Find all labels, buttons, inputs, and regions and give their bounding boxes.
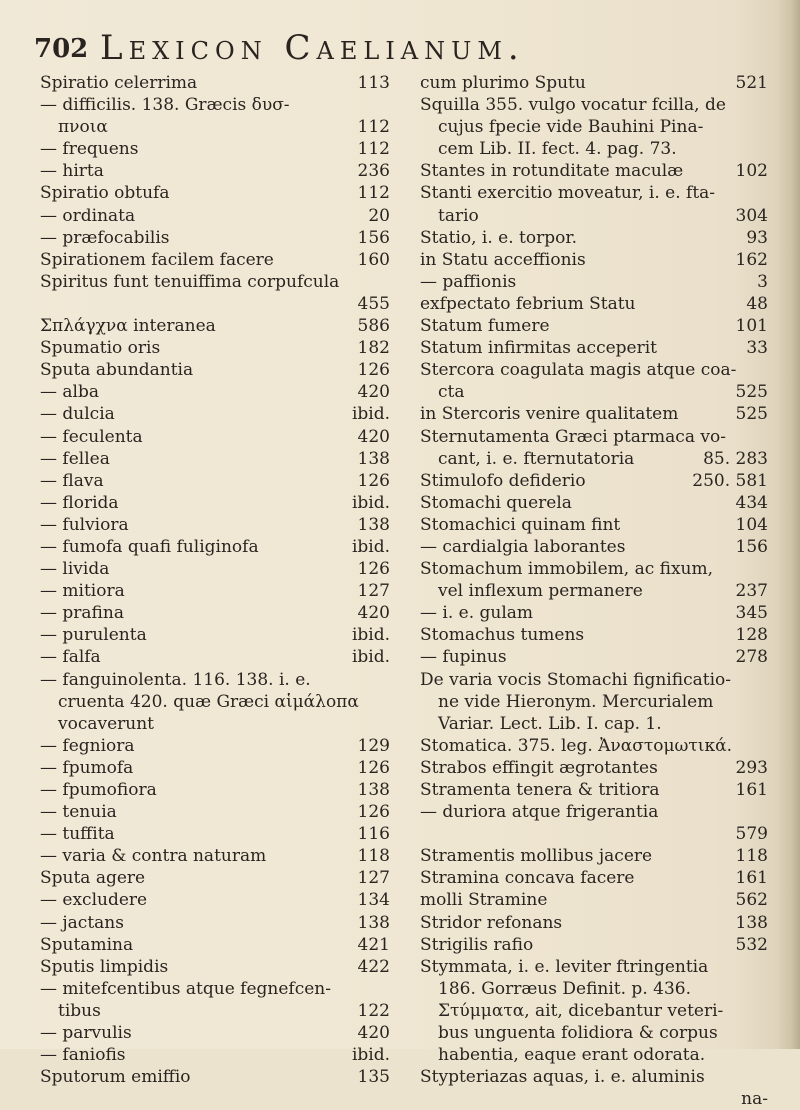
index-entry <box>40 160 390 182</box>
index-entry-text: — florida <box>40 492 119 513</box>
index-entry-text: Stypteriazas aquas, i. e. aluminis <box>420 1067 705 1088</box>
index-entry-page-ref: 250. 581 <box>692 470 768 491</box>
index-entry-text: — feculenta <box>40 426 143 447</box>
index-entry-text: Στύμματα, ait, dicebantur veteri- <box>438 1000 724 1021</box>
index-entry <box>40 514 390 536</box>
index-entry-text: — fpumofa <box>40 757 134 778</box>
index-entry <box>420 823 768 845</box>
index-entry-text: — præfocabilis <box>40 227 170 248</box>
index-entry-text: Sputa abundantia <box>40 360 194 381</box>
index-entry-text: Strigilis rafio <box>420 934 534 955</box>
index-entry-text: — faniofis <box>40 1045 126 1066</box>
index-entry-text: — purulenta <box>40 625 147 646</box>
index-entry-text: — prafina <box>40 603 124 624</box>
index-entry-text: vocaverunt <box>58 713 155 734</box>
index-entry <box>420 337 768 359</box>
index-entry-page-ref: 162 <box>735 249 768 270</box>
index-entry-page-ref: 138 <box>357 448 390 469</box>
index-entry <box>40 669 390 691</box>
index-entry-text: — alba <box>40 382 99 403</box>
index-entry-page-ref: ibid. <box>351 1045 390 1066</box>
index-entry-page-ref: 138 <box>357 780 390 800</box>
index-entry-text: tario <box>438 205 479 226</box>
index-entry-text: De varia vocis Stomachi fignificatio- <box>420 669 731 690</box>
page-header <box>0 22 800 66</box>
index-entry-page-ref: 128 <box>735 625 768 646</box>
index-entry-text: Spiratio celerrima <box>40 73 198 93</box>
index-entry <box>420 94 768 116</box>
index-entry <box>40 978 390 1000</box>
index-entry-page-ref: ibid. <box>351 536 390 557</box>
index-entry <box>40 337 390 359</box>
index-entry-text: — fellea <box>40 448 110 469</box>
index-entry <box>40 602 390 624</box>
index-entry-page-ref: 112 <box>357 139 390 160</box>
page-number: 702 <box>34 34 89 64</box>
index-entry <box>420 691 768 713</box>
index-entry-page-ref: 156 <box>735 536 768 557</box>
index-entry <box>420 426 768 448</box>
index-entry <box>420 602 768 624</box>
index-entry-text: — fegniora <box>40 735 135 756</box>
index-entry <box>40 205 390 227</box>
index-entry-page-ref: 455 <box>357 293 390 314</box>
index-entry-text: cruenta 420. quæ Græci αἱμάλοπα <box>58 691 359 712</box>
index-entry <box>420 801 768 823</box>
index-entry-page-ref: 112 <box>357 183 390 204</box>
index-entry <box>40 72 390 94</box>
index-entry-text: in Statu acceffionis <box>420 249 586 270</box>
index-entry-page-ref: 102 <box>735 161 768 182</box>
index-entry-text: — flava <box>40 470 104 491</box>
index-entry-page-ref: ibid. <box>351 647 390 668</box>
index-entry-text: — i. e. gulam <box>420 603 534 624</box>
index-entry-text: Stantes in rotunditate maculæ <box>420 161 684 182</box>
index-entry-text: — excludere <box>40 890 148 911</box>
index-entry-text: — fumofa quafi fuliginofa <box>40 536 259 557</box>
index-entry-text: habentia, eaque erant odorata. <box>438 1045 706 1066</box>
index-entry <box>420 271 768 293</box>
index-entry <box>420 315 768 337</box>
index-entry <box>40 492 390 514</box>
index-entry-text: — tuffita <box>40 824 115 845</box>
index-entry <box>420 735 768 757</box>
index-entry <box>420 72 768 94</box>
index-entry-text: molli Stramine <box>420 890 548 911</box>
index-entry <box>40 116 390 138</box>
index-entry-text: Stramina concava facere <box>420 868 635 889</box>
index-entry-page-ref: 122 <box>357 1000 390 1021</box>
index-entry-text: Stomachus tumens <box>420 625 585 646</box>
index-entry-page-ref: 422 <box>357 956 390 977</box>
index-entry-text: 186. Gorræus Definit. p. 436. <box>438 978 691 999</box>
index-entry-page-ref: 127 <box>357 581 390 602</box>
index-entry <box>420 558 768 580</box>
index-entry-text: — fulviora <box>40 514 129 535</box>
index-entry <box>40 912 390 934</box>
index-entry <box>40 801 390 823</box>
index-entry <box>40 757 390 779</box>
index-entry <box>40 448 390 470</box>
index-entry <box>420 646 768 668</box>
index-entry-text: — ordinata <box>40 205 136 226</box>
index-entry-text: Spirationem facilem facere <box>40 249 274 270</box>
index-entry <box>40 315 390 337</box>
index-entry-text: cujus fpecie vide Bauhini Pina- <box>438 117 704 138</box>
index-entry-page-ref: 118 <box>357 846 390 867</box>
index-entry-page-ref: ibid. <box>351 404 390 425</box>
index-entry <box>40 646 390 668</box>
index-entry-text: Stomatica. 375. leg. Ἀναστομωτικά. <box>420 735 732 756</box>
index-entry <box>40 426 390 448</box>
index-entry-page-ref: 134 <box>357 890 390 911</box>
index-entry-text: — dulcia <box>40 404 115 425</box>
index-entry-page-ref: 345 <box>735 603 768 624</box>
index-entry <box>40 94 390 116</box>
index-entry <box>420 116 768 138</box>
index-entry-text: Stymmata, i. e. leviter ftringentia <box>420 956 709 977</box>
index-entry-page-ref: 20 <box>368 205 390 226</box>
index-entry-text: Strabos effingit ægrotantes <box>420 757 658 778</box>
index-entry-page-ref: 48 <box>746 293 768 314</box>
index-entry-text: cem Lib. II. fect. 4. pag. 73. <box>438 139 677 160</box>
index-entry-text: Statio, i. e. torpor. <box>420 227 578 248</box>
index-entry-text: tibus <box>58 1000 101 1021</box>
index-entry-text: exfpectato febrium Statu <box>420 293 636 314</box>
index-entry-text: — mitiora <box>40 581 125 602</box>
index-entry-page-ref: 126 <box>357 559 390 580</box>
index-entry <box>40 359 390 381</box>
index-entry-page-ref: 93 <box>746 227 768 248</box>
index-entry <box>420 1022 768 1044</box>
index-entry-page-ref: 118 <box>735 846 768 867</box>
index-entry-text: — falfa <box>40 647 101 668</box>
index-entry-text: — cardialgia laborantes <box>420 536 626 557</box>
index-entry <box>420 779 768 801</box>
index-entry <box>40 182 390 204</box>
index-entry-page-ref: 434 <box>735 492 768 513</box>
index-entry-text: Statum fumere <box>420 316 550 337</box>
index-entry-text: — fpumofiora <box>40 780 157 800</box>
index-entry-text: Stomachici quinam fint <box>420 514 621 535</box>
index-entry-page-ref: 420 <box>357 603 390 624</box>
index-entry-page-ref: 420 <box>357 1023 390 1044</box>
index-entry-text: Σπλάγχνα interanea <box>40 316 216 337</box>
index-entry <box>420 138 768 160</box>
index-entry-page-ref: 138 <box>357 912 390 933</box>
index-entry <box>40 889 390 911</box>
index-entry <box>40 1022 390 1044</box>
index-entry-text: — fupinus <box>420 647 507 668</box>
index-entry <box>40 934 390 956</box>
index-entry-text: — varia & contra naturam <box>40 846 267 867</box>
index-entry-page-ref: 129 <box>357 735 390 756</box>
index-entry <box>420 536 768 558</box>
index-entry <box>420 492 768 514</box>
index-entry <box>420 934 768 956</box>
index-entry-text: bus unguenta folidiora & corpus <box>438 1023 718 1044</box>
index-entry-text: Variar. Lect. Lib. I. cap. 1. <box>438 713 662 734</box>
index-entry <box>40 624 390 646</box>
index-entry <box>40 1000 390 1022</box>
index-entry <box>420 889 768 911</box>
index-entry-text: — livida <box>40 559 110 580</box>
index-entry <box>40 1044 390 1066</box>
index-entry-text: — parvulis <box>40 1023 132 1044</box>
index-entry <box>40 823 390 845</box>
index-entry-text: Stomachi querela <box>420 492 572 513</box>
index-entry-text: Stercora coagulata magis atque coa- <box>420 360 737 381</box>
index-entry <box>40 867 390 889</box>
index-entry-page-ref: 126 <box>357 757 390 778</box>
index-entry-text: — difficilis. 138. Græcis δυσ- <box>40 95 290 116</box>
index-entry <box>40 271 390 293</box>
index-entry-page-ref: 104 <box>735 514 768 535</box>
index-entry <box>40 558 390 580</box>
index-entry-text: Sputamina <box>40 934 134 955</box>
index-entry-page-ref: na- <box>741 1089 768 1110</box>
index-entry <box>420 757 768 779</box>
page-edge-shadow <box>778 0 800 1049</box>
index-column-right <box>420 72 768 1110</box>
index-entry-page-ref: 135 <box>357 1067 390 1088</box>
index-entry-text: Sputis limpidis <box>40 956 169 977</box>
index-entry <box>40 580 390 602</box>
index-entry-text: in Stercoris venire qualitatem <box>420 404 679 425</box>
index-entry <box>420 160 768 182</box>
index-entry-page-ref: 521 <box>735 73 768 93</box>
index-entry <box>420 359 768 381</box>
index-entry-text: Stridor refonans <box>420 912 563 933</box>
index-entry <box>40 470 390 492</box>
index-entry <box>40 536 390 558</box>
index-entry-text: — frequens <box>40 139 139 160</box>
index-entry <box>40 403 390 425</box>
index-entry-page-ref: 126 <box>357 470 390 491</box>
index-entry <box>40 956 390 978</box>
index-entry <box>40 249 390 271</box>
index-entry-page-ref: 112 <box>357 117 390 138</box>
index-entry <box>420 448 768 470</box>
index-entry-page-ref: 161 <box>735 868 768 889</box>
index-entry-page-ref: 3 <box>757 271 768 292</box>
index-entry-page-ref: ibid. <box>351 492 390 513</box>
index-entry <box>420 227 768 249</box>
index-entry-page-ref: 293 <box>735 757 768 778</box>
index-entry-text: — paffionis <box>420 271 517 292</box>
index-entry <box>420 249 768 271</box>
index-entry-page-ref: 586 <box>357 316 390 337</box>
index-entry-page-ref: 138 <box>357 514 390 535</box>
index-entry-page-ref: 126 <box>357 802 390 823</box>
index-entry <box>420 669 768 691</box>
index-entry <box>40 293 390 315</box>
index-entry <box>40 735 390 757</box>
index-entry-text: Sputa agere <box>40 868 146 889</box>
index-entry <box>420 1000 768 1022</box>
index-entry <box>420 1088 768 1110</box>
index-entry <box>420 956 768 978</box>
index-entry <box>40 779 390 801</box>
index-entry-text: vel inflexum permanere <box>438 581 643 602</box>
index-entry <box>40 845 390 867</box>
index-entry-text: — duriora atque frigerantia <box>420 802 659 823</box>
index-entry <box>420 205 768 227</box>
index-entry <box>40 1066 390 1088</box>
index-column-left <box>40 72 390 1088</box>
index-entry <box>420 978 768 1000</box>
index-entry-text: Squilla 355. vulgo vocatur fcilla, de <box>420 95 726 116</box>
index-entry-page-ref: 126 <box>357 360 390 381</box>
index-entry-page-ref: 33 <box>746 338 768 359</box>
index-entry-text: — fanguinolenta. 116. 138. i. e. <box>40 669 311 690</box>
index-entry <box>420 293 768 315</box>
index-entry-text: — hirta <box>40 161 104 182</box>
index-entry-page-ref: 579 <box>735 824 768 845</box>
index-entry-page-ref: 562 <box>735 890 768 911</box>
index-entry-page-ref: 85. 283 <box>703 448 768 469</box>
index-entry-page-ref: 525 <box>735 382 768 403</box>
index-entry-page-ref: 237 <box>735 581 768 602</box>
index-entry-text: cta <box>438 382 465 403</box>
index-entry-text: — jactans <box>40 912 124 933</box>
index-entry <box>40 227 390 249</box>
index-entry <box>420 381 768 403</box>
index-entry-page-ref: 101 <box>735 316 768 337</box>
index-entry-page-ref: 161 <box>735 780 768 800</box>
index-entry <box>420 1066 768 1088</box>
index-entry-page-ref: 138 <box>735 912 768 933</box>
index-entry <box>420 514 768 536</box>
index-entry-page-ref: 116 <box>357 824 390 845</box>
index-entry-page-ref: ibid. <box>351 625 390 646</box>
index-entry-text: Stramenta tenera & tritiora <box>420 780 660 800</box>
index-entry-page-ref: 420 <box>357 426 390 447</box>
index-entry-page-ref: 304 <box>735 205 768 226</box>
index-entry-page-ref: 113 <box>357 73 390 93</box>
index-entry-text: — tenuia <box>40 802 117 823</box>
index-entry-text: Stimulofo defiderio <box>420 470 586 491</box>
index-entry-page-ref: 182 <box>357 338 390 359</box>
index-entry-text: cant, i. e. fternutatoria <box>438 448 635 469</box>
index-entry-text: Stomachum immobilem, ac fixum, <box>420 559 714 580</box>
index-entry <box>420 624 768 646</box>
index-entry-page-ref: 278 <box>735 647 768 668</box>
index-entry <box>40 713 390 735</box>
index-entry-page-ref: 420 <box>357 382 390 403</box>
index-entry <box>420 912 768 934</box>
index-entry-text: cum plurimo Sputu <box>420 73 586 93</box>
index-entry-text: Sputorum emiffio <box>40 1067 191 1088</box>
index-entry <box>420 182 768 204</box>
index-entry-page-ref: 525 <box>735 404 768 425</box>
index-entry-page-ref: 156 <box>357 227 390 248</box>
index-entry-text: Statum infirmitas acceperit <box>420 338 657 359</box>
index-entry <box>420 845 768 867</box>
index-entry-text: ne vide Hieronym. Mercurialem <box>438 691 714 712</box>
index-entry <box>420 470 768 492</box>
index-entry-text: — mitefcentibus atque fegnefcen- <box>40 978 331 999</box>
index-entry-page-ref: 532 <box>735 934 768 955</box>
index-entry <box>420 713 768 735</box>
index-entry-text: Stanti exercitio moveatur, i. e. fta- <box>420 183 716 204</box>
index-entry-text: Spiratio obtufa <box>40 183 170 204</box>
index-entry <box>420 580 768 602</box>
index-entry <box>40 691 390 713</box>
index-entry <box>420 867 768 889</box>
index-entry <box>420 403 768 425</box>
index-entry-text: πνοια <box>58 117 108 138</box>
index-entry-page-ref: 236 <box>357 161 390 182</box>
index-entry-page-ref: 127 <box>357 868 390 889</box>
index-entry-page-ref: 421 <box>357 934 390 955</box>
index-entry-text: Stramentis mollibus jacere <box>420 846 653 867</box>
index-entry-page-ref: 160 <box>357 249 390 270</box>
index-entry <box>40 381 390 403</box>
running-title: Lexicon Caelianum. <box>100 28 525 68</box>
index-entry-text: Sternutamenta Græci ptarmaca vo- <box>420 426 726 447</box>
index-entry <box>40 138 390 160</box>
index-entry-text: Spumatio oris <box>40 338 161 359</box>
index-entry <box>420 1044 768 1066</box>
index-entry-text: Spiritus funt tenuiffima corpufcula <box>40 271 340 292</box>
